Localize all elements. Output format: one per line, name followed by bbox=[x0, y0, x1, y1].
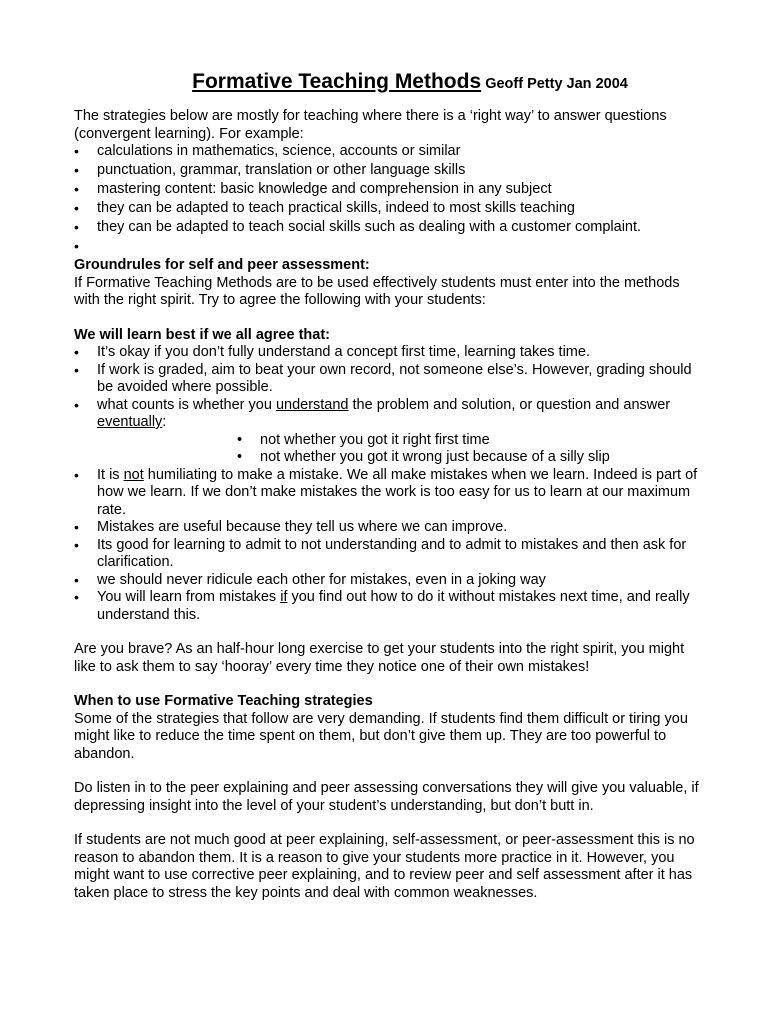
agree-list bbox=[74, 344, 704, 624]
list-item bbox=[74, 467, 704, 520]
list-item bbox=[74, 397, 704, 467]
when-paragraph-1: Some of the strategies that follow are very demanding. If students find them difficult or tiring you might like to reduce the time spent on them, but don’t give them up. They are too powerful to abandon. bbox=[74, 710, 688, 762]
list-item: • we should never ridicule each other for mistakes, even in a joking way bbox=[74, 572, 704, 590]
list-item: • they can be adapted to teach practical skills, indeed to most skills teaching bbox=[74, 200, 704, 218]
groundrules-heading: Groundrules for self and peer assessment: bbox=[74, 257, 370, 273]
underlined-word: if bbox=[280, 589, 288, 605]
sub-list bbox=[97, 432, 704, 467]
list-item: • Its good for learning to admit to not understanding and to admit to mistakes and then ask for clarification. bbox=[74, 537, 704, 572]
brave-paragraph: Are you brave? As an half-hour long exercise to get your students into the right spirit, you might like to ask them to say ‘hooray’ every time they notice one of their own mistakes! bbox=[74, 641, 685, 675]
text-span: : bbox=[162, 414, 167, 430]
when-heading: When to use Formative Teaching strategies bbox=[74, 693, 373, 709]
list-item: • punctuation, grammar, translation or other language skills bbox=[74, 162, 704, 180]
underlined-word: not bbox=[123, 466, 144, 483]
sub-list-item: • not whether you got it wrong just because of a silly slip bbox=[237, 449, 704, 467]
text-span: the problem and solution, or question and answer bbox=[348, 396, 671, 413]
list-item bbox=[74, 589, 704, 624]
underlined-word: understand bbox=[275, 396, 349, 413]
when-paragraph-2: Do listen in to the peer explaining and peer assessing conversations they will give you valuable, if depressing insight into the level of your student’s understanding, but don’t butt in. bbox=[74, 780, 699, 814]
when-paragraph-3: If students are not much good at peer explaining, self-assessment, or peer-assessment this is no reason to abandon them. It is a reason to give your students more practice in it. However, you might want to use corrective peer explaining, and to review peer and self assessment after it has taken place to stress the key points and deal with common weaknesses. bbox=[74, 832, 695, 901]
groundrules-paragraph: If Formative Teaching Methods are to be used effectively students must enter into the methods with the right spirit. Try to agree the following with your students: bbox=[74, 274, 680, 308]
text-span: what counts is whether you bbox=[97, 396, 276, 413]
list-item: • calculations in mathematics, science, accounts or similar bbox=[74, 143, 704, 161]
empty-list-item bbox=[74, 238, 704, 256]
page-title: Formative Teaching Methods bbox=[192, 70, 482, 93]
text-span: you find out how to do it without mistakes next time, and really understand this. bbox=[97, 589, 690, 623]
text-span: You will learn from mistakes bbox=[97, 589, 281, 605]
list-item: • It’s okay if you don’t fully understand a concept first time, learning takes time. bbox=[74, 344, 704, 362]
sub-list-item: • not whether you got it right first time bbox=[237, 432, 704, 450]
intro-paragraph: The strategies below are mostly for teaching where there is a ‘right way’ to answer questions (convergent learning). For example: bbox=[74, 108, 667, 142]
text-span: It is bbox=[97, 466, 124, 483]
document-body bbox=[74, 70, 704, 902]
list-item: • they can be adapted to teach social skills such as dealing with a customer complaint. bbox=[74, 219, 704, 237]
author-date: Geoff Petty Jan 2004 bbox=[485, 76, 628, 92]
list-item: • If work is graded, aim to beat your own record, not someone else’s. However, grading should be avoided where possible. bbox=[74, 362, 704, 397]
text-span: humiliating to make a mistake. We all make mistakes when we learn. Indeed is part of how we learn. If we don’t make mistakes the work is too easy for us to learn at our maximum rate. bbox=[97, 466, 698, 518]
agree-heading: We will learn best if we all agree that: bbox=[74, 326, 330, 343]
examples-list bbox=[74, 143, 704, 256]
list-item: • Mistakes are useful because they tell us where we can improve. bbox=[74, 519, 704, 537]
underlined-word: eventually bbox=[97, 414, 163, 430]
title-row bbox=[116, 70, 704, 96]
list-item: • mastering content: basic knowledge and comprehension in any subject bbox=[74, 181, 704, 199]
